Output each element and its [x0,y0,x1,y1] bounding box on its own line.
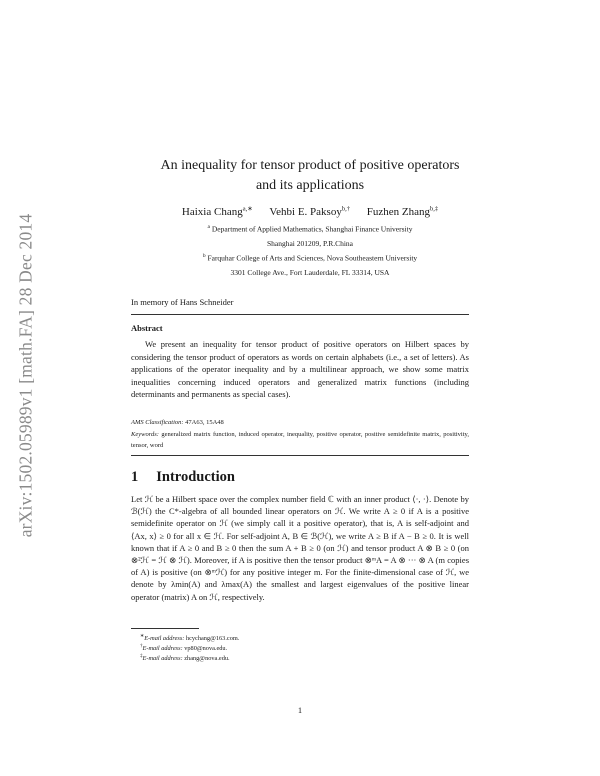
abstract-top-rule [131,314,469,315]
footnote-rule [131,628,199,629]
page-number: 1 [297,705,303,715]
author: Fuzhen Zhang$^{b,\ddagger}$ [366,205,439,218]
footnote: ∗E-mail address: hcychang@163.com. [140,634,240,643]
keywords: Keywords: generalized matrix function, induced operator, inequality, positive operator, positive semidefinite matrix, positivity, tensor, word [131,431,470,449]
intro-paragraph: Let ℋ be a Hilbert space over the complex number field ℂ with an inner product ⟨·, ·⟩. Denote by ℬ(ℋ) the C*-algebra of all bounded linear operators on ℋ. We write A ≥ 0 if A is a positive semidefinite operator on ℋ (we simply call it a positive operator), that is, A is self-adjoint and ⟨Ax, x⟩ ≥ 0 for all x ∈ ℋ. For self-adjoint A, B ∈ ℬ(ℋ), we write A ≥ B if A − B ≥ 0. It is well known that if A ≥ 0 and B ≥ 0 then the sum A + B ≥ 0 (on ℋ) and tensor product A ⊗ B ≥ 0 (on ⊗²ℋ = ℋ ⊗ ℋ). Moreover, if A is positive then the tensor product ⊗ᵐA = A ⊗ ··· ⊗ A (m copies of A) is positive (on ⊗ᵐℋ) for any positive integer m. For the finite-dimensional case of ℋ, we denote by λmin(A) and λmax(A) the smallest and largest eigenvalues of the positive linear operator (matrix) A on ℋ, respectively. [131,494,469,602]
section-number: 1 [131,469,139,485]
dedication: In memory of Hans Schneider [131,297,234,307]
author: Vehbi E. Paksoy$^{b,\dagger}$ [269,205,350,218]
abstract-text: We present an inequality for tensor product of positive operators on Hilbert spaces by considering the tensor product of operators as words on certain alphabets (i.e., a set of letters). As applications of the operator inequality and by a multilinear approach, we show some matrix inequalities concerning induced operators and generalized matrix functions (including determinants and permanents as special cases). [131,339,469,399]
arxiv-stamp [6,175,46,575]
affiliation-a: $^a$ Department of Applied Mathematics, Shanghai Finance University Shanghai 201209, P.R.China [207,224,413,248]
footnote: ‡E-mail address: zhang@nova.edu. [140,654,230,663]
section-heading [131,469,235,486]
arxiv-stamp-text: arXiv:1502.05989v1 [math.FA] 28 Dec 2014 [15,213,36,537]
title-line-1: An inequality for tensor product of positive operators [160,158,460,173]
paper-title [100,156,520,196]
affiliation-b: $^b$ Farquhar College of Arts and Sciences, Nova Southeastern University 3301 College Ave., Fort Lauderdale, FL 33314, USA [202,253,418,277]
abstract-bottom-rule [131,455,469,456]
abstract-heading: Abstract [131,323,163,333]
ams-classification: AMS Classification: 47A63, 15A48 [131,419,224,426]
section-title: Introduction [156,469,235,485]
author: Haixia Chang$^{a,∗}$ [181,205,253,218]
footnote: †E-mail address: vp80@nova.edu. [140,644,228,653]
title-line-2: and its applications [255,178,365,193]
author-list [100,204,520,218]
